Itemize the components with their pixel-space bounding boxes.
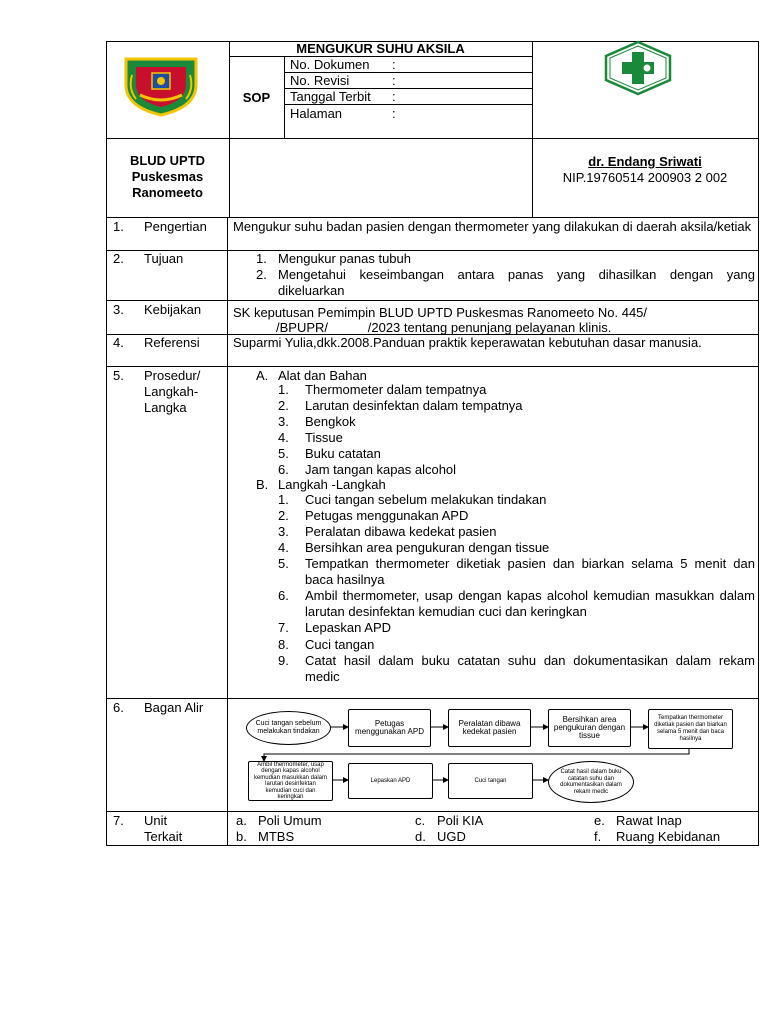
institution-line: Ranomeeto (132, 185, 203, 200)
institution-line: BLUD UPTD (129, 153, 206, 168)
section-number: 4. (113, 335, 124, 350)
section-label-pengertian: Pengertian (144, 219, 207, 234)
list-number: 7. (278, 620, 289, 635)
group-title-langkah: Langkah -Langkah (278, 477, 386, 492)
grid-line (106, 250, 759, 251)
group-letter: B. (256, 477, 269, 492)
grid-line (106, 217, 759, 218)
section-label-prosedur (144, 368, 200, 416)
list-number: 4. (278, 540, 289, 555)
pengertian-text: Mengukur suhu badan pasien dengan thermometer yang dilakukan di daerah aksila/ketiak (233, 219, 752, 234)
table-border-bottom (106, 845, 759, 846)
flow-node: Tempatkan thermometer diketiak pasien dan biarkan selama 5 menit dan baca hasilnya (648, 709, 733, 749)
signatory-name: dr. Endang Sriwati (588, 154, 702, 169)
section-number: 6. (113, 700, 124, 715)
grid-line (284, 56, 285, 138)
list-number: 6. (278, 588, 289, 603)
langkah-item: Ambil thermometer, usap dengan kapas alcohol kemudian masukkan dalam larutan desinfektan kemudian cuci dan keringkan (305, 588, 755, 619)
unit-letter: a. (236, 813, 247, 828)
section-number: 2. (113, 251, 124, 266)
grid-line (106, 811, 759, 812)
field-colon: : (392, 73, 396, 88)
section-number: 1. (113, 219, 124, 234)
list-number: 9. (278, 653, 289, 668)
signatory-nip: NIP.19760514 200903 2 002 (562, 170, 728, 185)
label-line: Langka (144, 400, 187, 415)
langkah-item: Cuci tangan sebelum melakukan tindakan (305, 492, 547, 507)
label-line: Unit (144, 813, 168, 828)
unit-letter: e. (594, 813, 605, 828)
flow-node-end: Catat hasil dalam buku catatan suhu dan dokumentasikan dalam rekam medic (548, 761, 634, 803)
flow-node: Cuci tangan (448, 763, 533, 799)
unit-letter: f. (594, 829, 602, 844)
list-number: 1. (278, 492, 289, 507)
list-number: 2. (278, 508, 289, 523)
langkah-item: Lepaskan APD (305, 620, 392, 635)
grid-line (106, 698, 759, 699)
section-number: 3. (113, 302, 124, 317)
district-emblem-logo (122, 55, 200, 117)
document-title: MENGUKUR SUHU AKSILA (296, 41, 465, 56)
list-number: 2. (278, 398, 289, 413)
section-label-kebijakan: Kebijakan (144, 302, 202, 317)
label-line: Prosedur/ (144, 368, 201, 383)
section-number: 5. (113, 368, 124, 383)
list-number: 2. (256, 267, 267, 282)
flow-node: Peralatan dibawa kedekat pasien (448, 709, 531, 747)
list-number: 1. (278, 382, 289, 397)
langkah-item: Cuci tangan (305, 637, 375, 652)
list-number: 3. (278, 524, 289, 539)
institution-line: Puskesmas (131, 169, 204, 184)
field-halaman: Halaman (290, 106, 343, 121)
grid-line (227, 217, 228, 845)
alat-item: Buku catatan (305, 446, 381, 461)
langkah-item: Petugas menggunakan APD (305, 508, 469, 523)
grid-line (229, 41, 230, 217)
tujuan-item: Mengetahui keseimbangan antara panas yang dihasilkan dengan yang dikeluarkan (278, 267, 755, 298)
grid-line (106, 300, 759, 301)
sop-label: SOP (242, 90, 271, 105)
label-line: Terkait (144, 829, 183, 844)
list-number: 3. (278, 414, 289, 429)
tujuan-item: Mengukur panas tubuh (278, 251, 411, 266)
list-number: 4. (278, 430, 289, 445)
list-number: 6. (278, 462, 289, 477)
field-colon: : (392, 89, 396, 104)
field-no-dokumen: No. Dokumen (290, 57, 370, 72)
unit-letter: b. (236, 829, 247, 844)
alat-item: Jam tangan kapas alcohol (305, 462, 457, 477)
unit-letter: c. (415, 813, 426, 828)
list-number: 5. (278, 556, 289, 571)
grid-line (106, 366, 759, 367)
puskesmas-logo (603, 40, 673, 96)
alat-item: Larutan desinfektan dalam tempatnya (305, 398, 523, 413)
unit-item: UGD (437, 829, 466, 844)
referensi-text: Suparmi Yulia,dkk.2008.Panduan praktik keperawatan kebutuhan dasar manusia. (233, 335, 702, 350)
grid-line (532, 41, 533, 217)
section-label-bagan-alir: Bagan Alir (144, 700, 204, 715)
langkah-item: Catat hasil dalam buku catatan suhu dan dokumentasikan dalam rekam medic (305, 653, 755, 684)
unit-item: Rawat Inap (616, 813, 682, 828)
section-label-unit-terkait (144, 813, 182, 845)
group-letter: A. (256, 368, 269, 383)
langkah-item: Bersihkan area pengukuran dengan tissue (305, 540, 550, 555)
institution-name (106, 153, 229, 201)
langkah-item: Tempatkan thermometer diketiak pasien dan biarkan selama 5 menit dan baca hasilnya (305, 556, 755, 587)
section-label-referensi: Referensi (144, 335, 200, 350)
kebijakan-line: /BPUPR/ /2023 tentang penunjang pelayanan klinis. (276, 320, 612, 335)
group-title-alat: Alat dan Bahan (278, 368, 367, 383)
label-line: Langkah- (144, 384, 199, 399)
unit-item: Poli KIA (437, 813, 484, 828)
field-tanggal-terbit: Tanggal Terbit (290, 89, 371, 104)
alat-item: Tissue (305, 430, 343, 445)
langkah-item: Peralatan dibawa kedekat pasien (305, 524, 497, 539)
flow-node: Bersihkan area pengukuran dengan tissue (548, 709, 631, 747)
flow-node: Lepaskan APD (348, 763, 433, 799)
section-number: 7. (113, 813, 124, 828)
flow-node: Ambil thermometer, usap dengan kapas alcohol kemudian masukkan dalam larutan desinfektan kemudian cuci dan keringkan (248, 761, 333, 801)
section-label-tujuan: Tujuan (144, 251, 184, 266)
list-number: 5. (278, 446, 289, 461)
table-border-right (758, 41, 759, 846)
unit-item: Poli Umum (258, 813, 322, 828)
alat-item: Bengkok (305, 414, 356, 429)
list-number: 8. (278, 637, 289, 652)
flow-node: Petugas menggunakan APD (348, 709, 431, 747)
field-no-revisi: No. Revisi (290, 73, 350, 88)
field-colon: : (392, 57, 396, 72)
unit-item: Ruang Kebidanan (616, 829, 721, 844)
kebijakan-line: SK keputusan Pemimpin BLUD UPTD Puskesmas Ranomeeto No. 445/ (233, 305, 648, 320)
unit-item: MTBS (258, 829, 295, 844)
field-colon: : (392, 106, 396, 121)
list-number: 1. (256, 251, 267, 266)
unit-letter: d. (415, 829, 426, 844)
alat-item: Thermometer dalam tempatnya (305, 382, 487, 397)
flow-node-start: Cuci tangan sebelum melakukan tindakan (246, 711, 331, 745)
grid-line (106, 138, 759, 139)
